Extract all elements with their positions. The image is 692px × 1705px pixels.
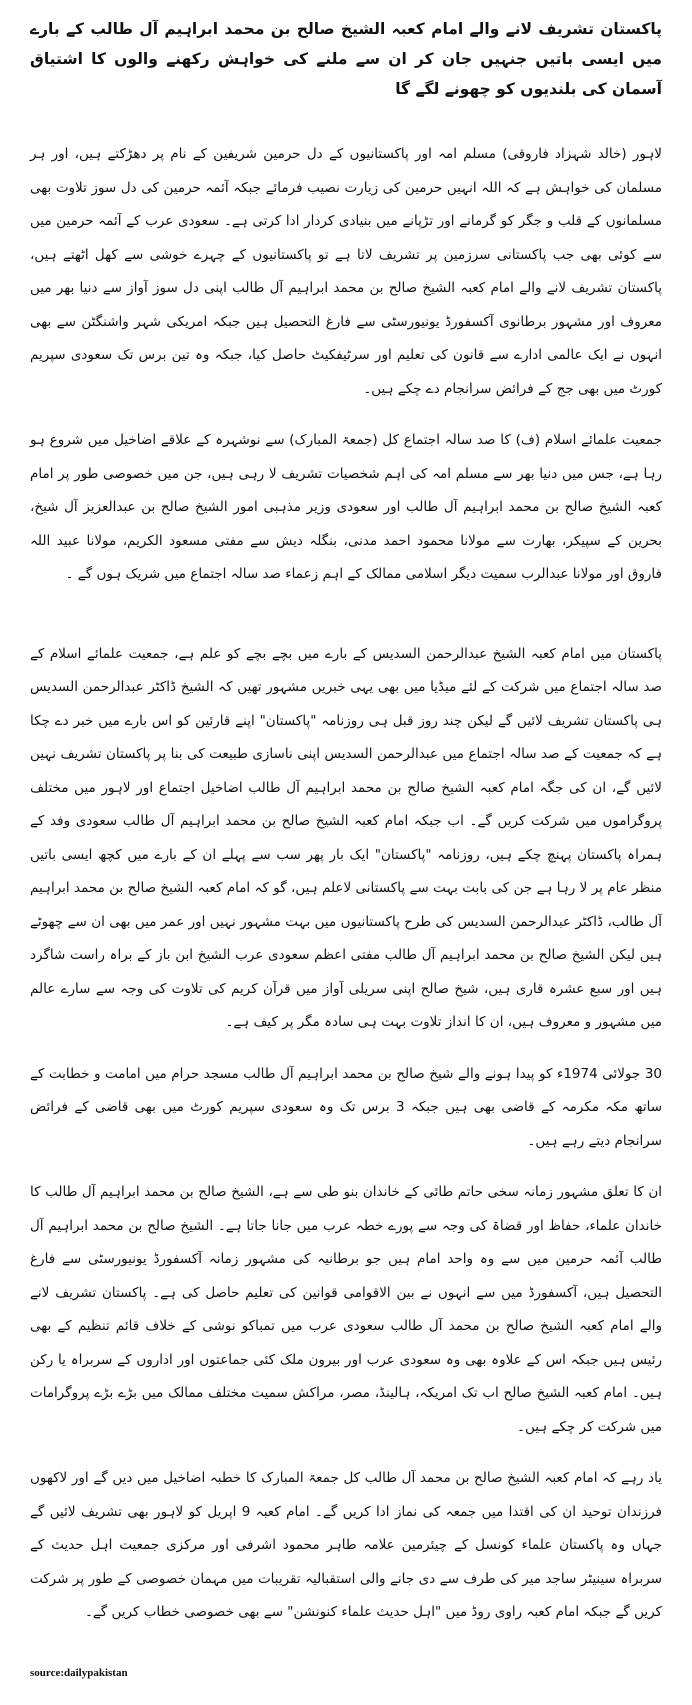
article-paragraph: جمعیت علمائے اسلام (ف) کا صد سالہ اجتماع کل (جمعۃ المبارک) سے نوشہرہ کے علاقے اضاخیل میں شروع ہو رہا ہے، جس میں دنیا بھر سے مسلم امہ کی اہم شخصیات تشریف لا رہی ہیں، جن میں خصوصی طور پر امام کعبہ الشیخ صالح بن محمد ابراہیم آل طالب اور سعودی وزیر مذہبی امور الشیخ صالح بن عبدالعزیز آل شیخ، بحرین کے سپیکر، بھارت سے مولانا محمود احمد مدنی، بنگلہ دیش سے مفتی مسعود الکریم، مولانا عبید اللہ فاروق اور مولانا عبدالرب سمیت دیگر اسلامی ممالک کے اہم زعماء صد سالہ اجتماع میں شریک ہوں گے ۔ — [30, 432, 662, 582]
article-paragraph: لاہور (خالد شہزاد فاروقی) مسلم امہ اور پاکستانیوں کے دل حرمین شریفین کے نام پر دھڑکتے ہیں، اور ہر مسلمان کی خواہش ہے کہ اللہ انہیں حرمین کی زیارت نصیب فرمائے جبکہ آئمہ حرمین کی دل سوز تلاوت بھی مسلمانوں کے قلب و جگر کو گرمانے اور تڑپانے میں بنیادی کردار ادا کرتی ہے۔ سعودی عرب کے آئمہ حرمین میں سے کوئی بھی جب پاکستانی سرزمین پر تشریف لاتا ہے تو پاکستانیوں کے چہرے خوشی سے کھل اٹھتے ہیں، پاکستان تشریف لانے والے امام کعبہ الشیخ صالح بن محمد ابراہیم آل طالب اپنی دل سوز آواز سے دنیا بھر میں معروف اور مشہور برطانوی آکسفورڈ یونیورسٹی سے فارغ التحصیل ہیں جبکہ امریکی شہر واشنگٹن سے بھی انہوں نے ایک عالمی ادارے سے قانون کی تعلیم اور سرٹیفکیٹ حاصل کیا، جبکہ وہ تین برس تک سعودی سپریم کورٹ میں بھی جج کے فرائض سرانجام دے چکے ہیں۔ — [30, 146, 662, 397]
article-paragraph: پاکستان میں امام کعبہ الشیخ عبدالرحمن السدیس کے بارے میں بچے بچے کو علم ہے، جمعیت علمائے اسلام کے صد سالہ اجتماع میں شرکت کے لئے میڈیا میں بھی یہی خبریں مشہور تھیں کہ الشیخ ڈاکٹر عبدالرحمن السدیس ہی پاکستان تشریف لائیں گے لیکن چند روز قبل ہی روزنامہ "پاکستان" اپنے قارئین کو اس بارے میں خبر دے چکا ہے کہ جمعیت کے صد سالہ اجتماع میں عبدالرحمن السدیس اپنی ناسازی طبیعت کی بنا پر پاکستان تشریف نہیں لائیں گے، ان کی جگہ امام کعبہ الشیخ صالح بن محمد ابراہیم آل طالب اضاخیل اجتماع اور لاہور میں مختلف پروگراموں میں شرکت کریں گے۔ اب جبکہ امام کعبہ الشیخ صالح بن محمد ابراہیم آل طالب سعودی وفد کے ہمراہ پاکستان پہنچ چکے ہیں، روزنامہ "پاکستان" ایک بار پھر سب سے پہلے ان کے بارے میں کچھ ایسی باتیں منظر عام پر لا رہا ہے جن کی بابت بہت سے پاکستانی لاعلم ہیں، گو کہ امام کعبہ الشیخ صالح بن محمد ابراہیم آل طالب، ڈاکٹر عبدالرحمن السدیس کی طرح پاکستانیوں میں بہت مشہور نہیں اور عمر میں بھی ان سے چھوٹے ہیں لیکن الشیخ صالح بن محمد ابراہیم آل طالب مفتی اعظم سعودی عرب الشیخ ابن باز کے براہ راست شاگرد ہیں اور سبع عشرہ قاری ہیں، شیخ صالح اپنی سریلی آواز میں قرآن کریم کی تلاوت کی وجہ سے سارے عالم میں مشہور و معروف ہیں، ان کا انداز تلاوت بہت ہی سادہ مگر پر کیف ہے۔ — [30, 645, 662, 1030]
article-paragraph: 30 جولائی 1974ء کو پیدا ہونے والے شیخ صالح بن محمد ابراہیم آل طالب مسجد حرام میں امامت و خطابت کے ساتھ مکہ مکرمہ کے قاضی بھی ہیں جبکہ 3 برس تک وہ سعودی سپریم کورٹ میں بھی قاضی کے فرائض سرانجام دیتے رہے ہیں۔ — [30, 1065, 663, 1149]
article-paragraph: ان کا تعلق مشہور زمانہ سخی حاتم طائی کے خاندان بنو طی سے ہے، الشیخ صالح بن محمد ابراہیم آل طالب کا خاندان علماء، حفاظ اور قضاۃ کی وجہ سے پورے خطہ عرب میں جانا جاتا ہے۔ الشیخ صالح بن محمد ابراہیم آل طالب آئمہ حرمین میں سے وہ واحد امام ہیں جو برطانیہ کی مشہور زمانہ آکسفورڈ یونیورسٹی سے فارغ التحصیل ہیں، آکسفورڈ میں سے انہوں نے بین الاقوامی قوانین کی تعلیم حاصل کی ہے۔ پاکستان تشریف لانے والے امام کعبہ الشیخ صالح بن محمد آل طالب سعودی عرب میں تمباکو نوشی کے خلاف قائم تنظیم کے بھی رئیس ہیں جبکہ اس کے علاوہ بھی وہ سعودی عرب اور بیرون ملک کئی جماعتوں اور اداروں کے سربراہ یا رکن ہیں۔ امام کعبہ الشیخ صالح اب تک امریکہ، ہالینڈ، مصر، مراکش سمیت مختلف ممالک میں بڑے بڑے پروگرامات میں شرکت کر چکے ہیں۔ — [30, 1184, 662, 1435]
article-paragraph: یاد رہے کہ امام کعبہ الشیخ صالح بن محمد آل طالب کل جمعۃ المبارک کا خطبہ اضاخیل میں دیں گے اور لاکھوں فرزندان توحید ان کی اقتدا میں جمعہ کی نماز ادا کریں گے۔ امام کعبہ 9 اپریل کو لاہور بھی تشریف لائیں گے جہاں وہ پاکستان علماء کونسل کے چیئرمین علامہ طاہر محمود اشرفی اور مرکزی جمعیت اہل حدیث کے سربراہ سینیٹر ساجد میر کی طرف سے دی جانے والی استقبالیہ تقریبات میں مہمان خصوصی کے طور پر شرکت کریں گے جبکہ امام کعبہ راوی روڈ میں "اہل حدیث علماء کنونشن" سے بھی خصوصی خطاب کریں گے۔ — [30, 1470, 662, 1620]
source-credit: source:dailypakistan — [30, 1667, 128, 1679]
article-headline: پاکستان تشریف لانے والے امام کعبہ الشیخ صالح بن محمد ابراہیم آل طالب کے بارے میں ایسی باتیں جنہیں جان کر ان سے ملنے کی خواہش رکھنے والوں کا اشتیاق آسمان کی بلندیوں کو چھونے لگے گا — [30, 20, 662, 98]
